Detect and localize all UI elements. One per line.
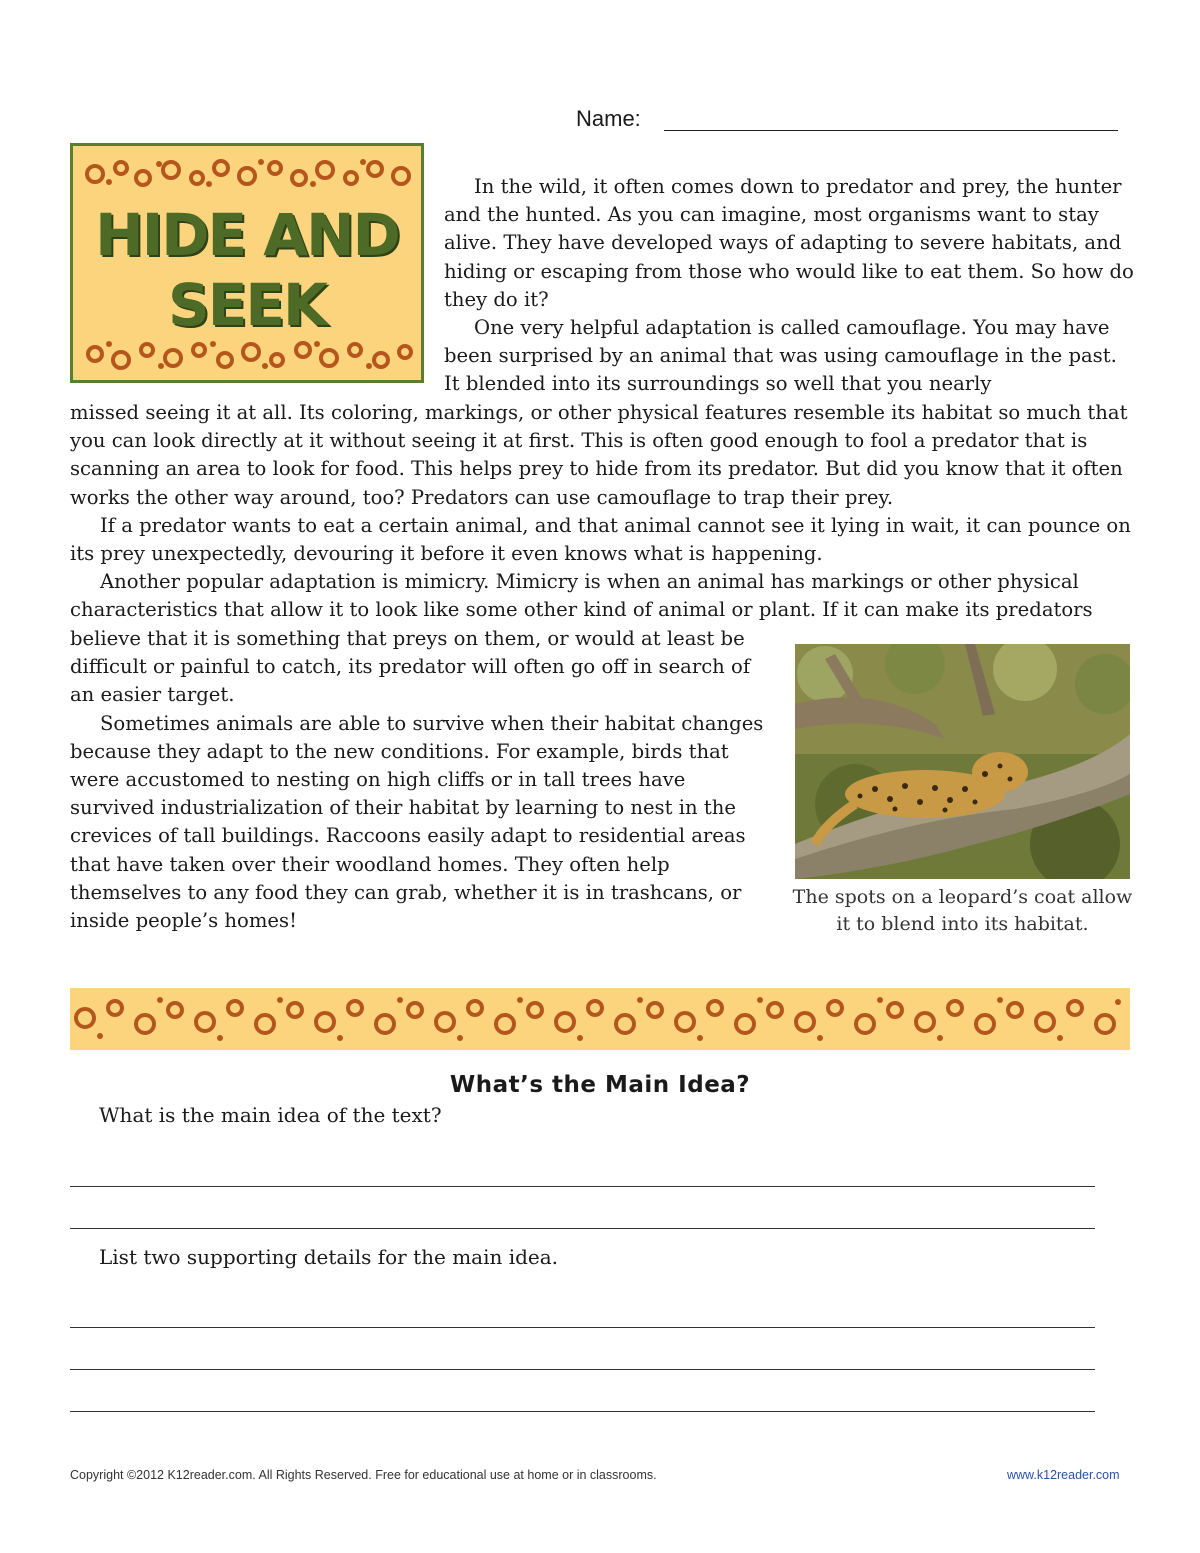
leopard-spots-top [81,156,415,190]
article-middle [70,399,1134,625]
paragraph-5: Sometimes animals are able to survive when their habitat changes because they adapt to the new conditions. For example, birds that were accustomed to nesting on high cliffs or in tall trees have survived industrialization of their habitat by learning to nest in the crevices of tall buildings. Raccoons easily adapt to residential areas that have taken over their woodland homes. They often help themselves to any food they can grab, whether it is in trashcans, or inside people’s homes! [70,711,764,933]
title-box [70,143,424,383]
question-supporting-details: List two supporting details for the main idea. [99,1245,559,1269]
answer-line-4[interactable] [70,1369,1095,1370]
main-idea-heading: What’s the Main Idea? [449,1072,751,1098]
paragraph-2-start: One very helpful adaptation is called camouflage. You may have been surprised by an animal that was using camouflage in the past. It blended into its surroundings so well that you nearly [444,316,1117,396]
question-main-idea: What is the main idea of the text? [99,1103,442,1127]
article-lower [70,625,770,935]
article-intro [444,173,1134,399]
copyright-notice: Copyright ©2012 K12reader.com. All Rights Reserved. Free for educational use at home or in classrooms. [70,1468,657,1482]
leopard-photo [795,644,1130,879]
paragraph-1: In the wild, it often comes down to predator and prey, the hunter and the hunted. As you can imagine, most organisms want to stay alive. They have developed ways of adapting to severe habitats, and hiding or escaping from those who would like to eat them. So how do they do it? [444,175,1134,311]
leopard-spots-banner [70,988,1130,1050]
answer-line-2[interactable] [70,1228,1095,1229]
title-line-1: HIDE AND [95,201,399,269]
website-link[interactable]: www.k12reader.com [1007,1468,1120,1482]
answer-line-1[interactable] [70,1186,1095,1187]
paragraph-4-start: Another popular adaptation is mimicry. Mimicry is when an animal has markings or other physical characteristics that allow it to look like some other kind of animal or plant. If it can make its predators [70,570,1093,622]
answer-line-3[interactable] [70,1327,1095,1328]
answer-line-5[interactable] [70,1411,1095,1412]
photo-caption: The spots on a leopard’s coat allow it to blend into its habitat. [792,886,1133,935]
paragraph-2-end: missed seeing it at all. Its coloring, markings, or other physical features resemble its habitat so much that you can look directly at it without seeing it at first. This is often good enough to fool a predator that is scanning an area to look for food. This helps prey to hide from its predator. But did you know that it often works the other way around, too? Predators can use camouflage to trap their prey. [70,401,1128,509]
paragraph-4-end: believe that it is something that preys on them, or would at least be difficult or painful to catch, its predator will often go off in search of an easier target. [70,627,751,707]
title-line-2: SEEK [168,271,326,339]
paragraph-3: If a predator wants to eat a certain animal, and that animal cannot see it lying in wait, it can pounce on its prey unexpectedly, devouring it before it even knows what is happening. [70,513,1131,566]
leopard-spots-bottom [81,338,415,372]
name-field-line[interactable] [664,130,1118,131]
name-label: Name: [576,106,641,131]
